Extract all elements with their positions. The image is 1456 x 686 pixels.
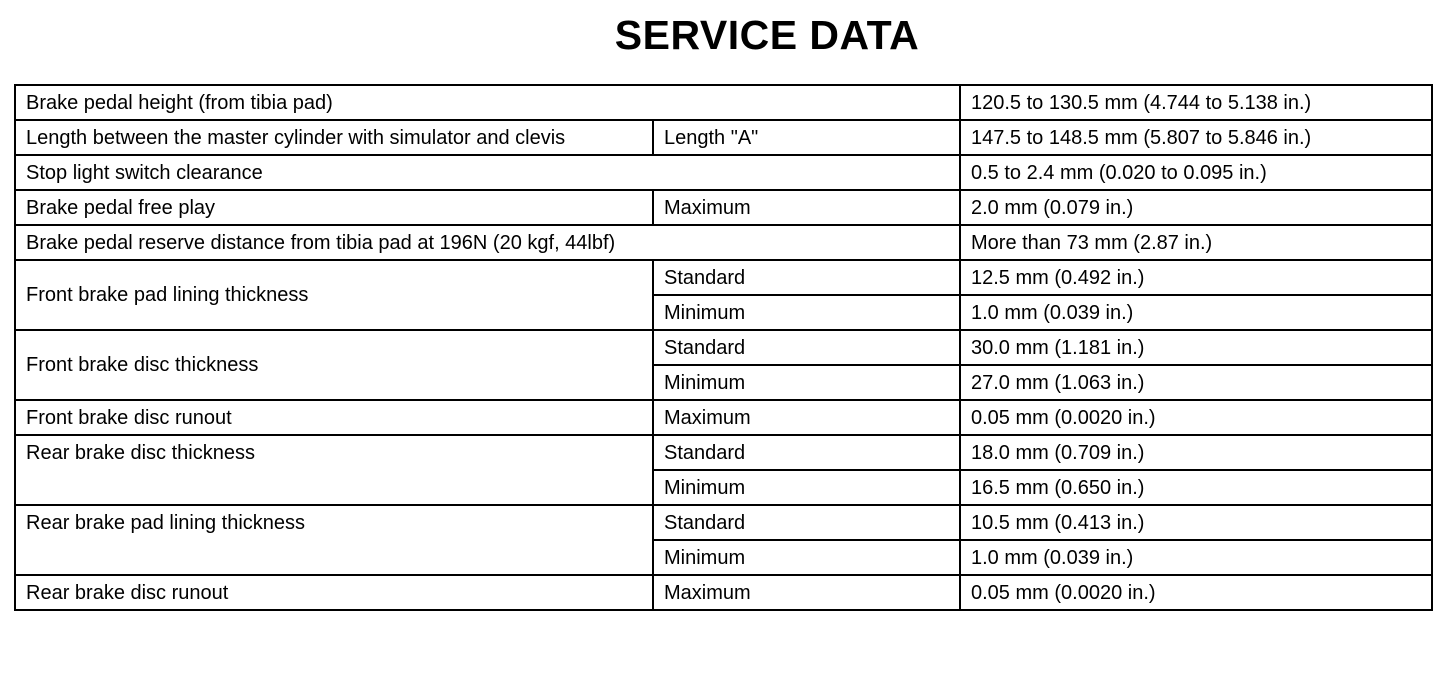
value-cell: 147.5 to 148.5 mm (5.807 to 5.846 in.) [960,120,1432,155]
value-cell: 27.0 mm (1.063 in.) [960,365,1432,400]
page-title: SERVICE DATA [614,12,920,58]
item-cell: Rear brake pad lining thickness [15,505,653,575]
value-cell: 18.0 mm (0.709 in.) [960,435,1432,470]
value-cell: 12.5 mm (0.492 in.) [960,260,1432,295]
condition-cell: Length "A" [653,120,960,155]
table-row [15,435,1432,470]
service-data-table [14,84,1433,611]
condition-cell: Maximum [653,575,960,610]
value-cell: 0.05 mm (0.0020 in.) [960,575,1432,610]
item-cell: Front brake pad lining thickness [15,260,653,330]
condition-cell: Minimum [653,365,960,400]
condition-cell: Minimum [653,470,960,505]
table-row [15,575,1432,610]
condition-cell: Standard [653,435,960,470]
table-row [15,505,1432,540]
value-cell: 1.0 mm (0.039 in.) [960,295,1432,330]
condition-cell: Standard [653,505,960,540]
value-cell: 120.5 to 130.5 mm (4.744 to 5.138 in.) [960,85,1432,120]
condition-cell: Minimum [653,540,960,575]
item-cell: Stop light switch clearance [15,155,960,190]
table-row [15,260,1432,295]
item-cell: Brake pedal reserve distance from tibia pad at 196N (20 kgf, 44lbf) [15,225,960,260]
table-row [15,225,1432,260]
table-row [15,190,1432,225]
value-cell: More than 73 mm (2.87 in.) [960,225,1432,260]
value-cell: 0.05 mm (0.0020 in.) [960,400,1432,435]
item-cell: Rear brake disc runout [15,575,653,610]
condition-cell: Standard [653,330,960,365]
item-cell: Brake pedal free play [15,190,653,225]
table-row [15,155,1432,190]
condition-cell: Maximum [653,190,960,225]
table-row [15,85,1432,120]
table-row [15,400,1432,435]
value-cell: 2.0 mm (0.079 in.) [960,190,1432,225]
value-cell: 10.5 mm (0.413 in.) [960,505,1432,540]
condition-cell: Standard [653,260,960,295]
item-cell: Length between the master cylinder with simulator and clevis [15,120,653,155]
item-cell: Front brake disc runout [15,400,653,435]
value-cell: 1.0 mm (0.039 in.) [960,540,1432,575]
value-cell: 16.5 mm (0.650 in.) [960,470,1432,505]
table-row [15,330,1432,365]
item-cell: Brake pedal height (from tibia pad) [15,85,960,120]
item-cell: Rear brake disc thickness [15,435,653,505]
condition-cell: Minimum [653,295,960,330]
value-cell: 30.0 mm (1.181 in.) [960,330,1432,365]
table-row [15,120,1432,155]
value-cell: 0.5 to 2.4 mm (0.020 to 0.095 in.) [960,155,1432,190]
condition-cell: Maximum [653,400,960,435]
item-cell: Front brake disc thickness [15,330,653,400]
